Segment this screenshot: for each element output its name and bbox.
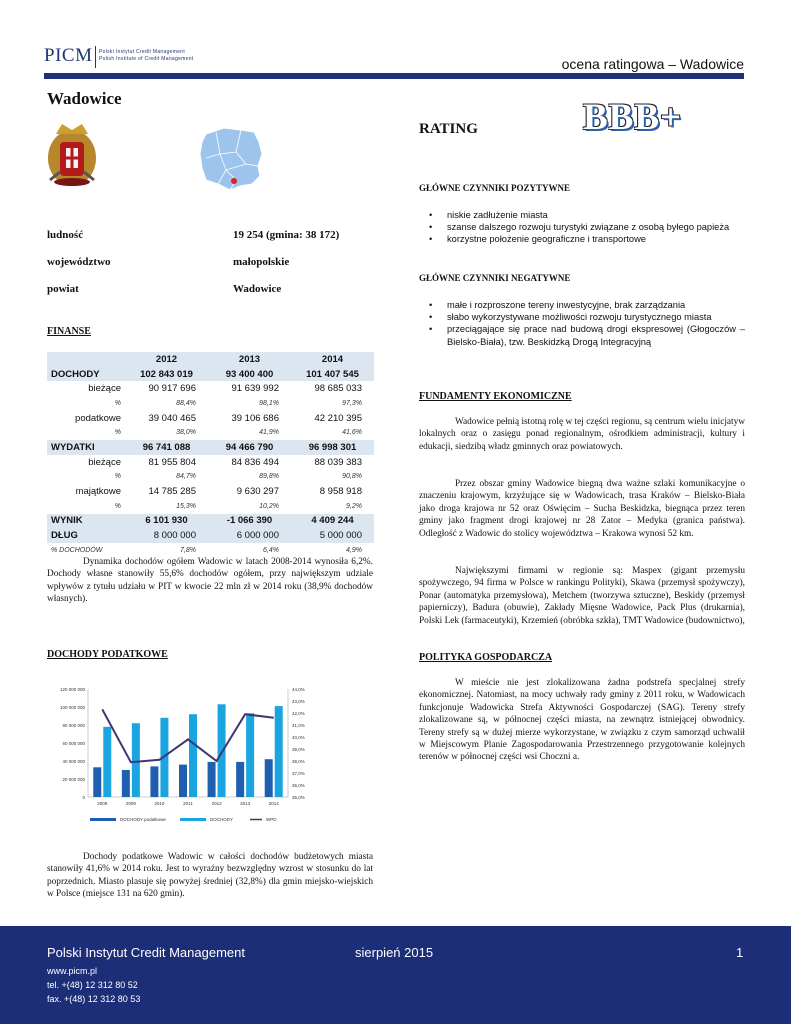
y-tick-label-left: 60 000 000 xyxy=(62,741,85,746)
table-cell: 81 955 804 xyxy=(148,456,196,468)
poland-map-icon xyxy=(196,124,266,194)
pozytywne-heading: GŁÓWNE CZYNNIKI POZYTYWNE xyxy=(419,183,571,193)
logo-subtitle-pl: Polski Instytut Credit Management xyxy=(99,49,186,55)
y-tick-label-left: 100 000 000 xyxy=(59,705,85,710)
negatywne-list xyxy=(419,299,745,348)
paragraph-fundamenty-3: Największymi firmami w regionie są: Maspex (gigant przemysłu spożywczego, 94 firma w Polsce w rankingu Polityki), Skawa (przemysł spożywczy), Ponar (automatyka przemysłowa), Metchem (tworzywa sztuczne), Beskidy (przemysł papierniczy), Badura (obuwie), Zakłady Mięsne Wadowice, Pack Plus (drukarnia), Polski Lek (farmaceutyki), Krzemień (obróbka szkła), TMT Wadowice (budownictwo), xyxy=(419,566,745,626)
row-label: % xyxy=(114,399,121,407)
info-row xyxy=(47,256,377,283)
year-header: 2013 xyxy=(238,353,261,365)
list-item: • przeciągające się prace nad budową drogi ekspresowej (Głogoczów – Bielsko-Biała), tzw. Beskidzką Drogą Integracyjną xyxy=(419,323,745,347)
table-row xyxy=(47,381,374,396)
bar-dochody-podatkowe xyxy=(265,759,273,797)
table-cell: 97,3% xyxy=(342,399,362,407)
polityka-heading: POLITYKA GOSPODARCZA xyxy=(419,652,553,663)
table-cell: 14 785 285 xyxy=(148,486,196,498)
table-cell: -1 066 390 xyxy=(226,515,273,527)
row-label: bieżące xyxy=(88,456,121,468)
rating-label: RATING xyxy=(419,121,478,137)
row-label: DOCHODY xyxy=(51,368,100,380)
tax-income-chart xyxy=(50,683,320,833)
table-cell: 38,0% xyxy=(176,429,196,437)
y-tick-label-left: 20 000 000 xyxy=(62,777,85,782)
table-cell: 4 409 244 xyxy=(311,515,354,527)
table-cell: 4,9% xyxy=(346,546,362,554)
info-block xyxy=(47,229,377,310)
info-label: województwo xyxy=(47,256,111,268)
logo-subtitle-en: Polish Institute of Credit Management xyxy=(99,56,194,62)
table-row xyxy=(47,367,374,382)
info-row xyxy=(47,229,377,256)
row-label: bieżące xyxy=(88,383,121,395)
city-title: Wadowice xyxy=(47,89,122,108)
info-value: małopolskie xyxy=(233,256,290,268)
bar-dochody-podatkowe xyxy=(208,762,216,797)
row-label: % xyxy=(114,473,121,481)
table-cell: 42 210 395 xyxy=(314,412,362,424)
y-tick-label-left: 0 xyxy=(82,795,85,800)
bar-dochody-podatkowe xyxy=(93,767,101,797)
table-row xyxy=(47,455,374,470)
y-tick-label-left: 40 000 000 xyxy=(62,759,85,764)
pozytywne-list xyxy=(419,209,745,246)
x-tick-label: 2009 xyxy=(125,801,136,806)
paragraph-fundamenty-1: Wadowice pełnią istotną rolę w tej części regionu, są centrum wielu inicjatyw lokalnych oraz o zasięgu ponad regionalnym, ośrodkiem administracji, kultury i edukacji, siedzibą władz gminnych oraz powiatowych. xyxy=(419,417,745,452)
footer-phone: tel. +(48) 12 312 80 52 xyxy=(47,980,138,990)
legend-label: DOCHODY xyxy=(210,817,234,822)
table-cell: 6 101 930 xyxy=(145,515,188,527)
list-item: • korzystne położenie geograficzne i transportowe xyxy=(419,233,745,245)
list-item: • szanse dalszego rozwoju turystyki związane z osobą byłego papieża xyxy=(419,221,745,233)
list-item: • małe i rozproszone tereny inwestycyjne, brak zarządzania xyxy=(419,299,745,311)
table-cell: 91 639 992 xyxy=(231,383,279,395)
table-cell: 6 000 000 xyxy=(236,530,279,542)
bar-dochody xyxy=(103,727,111,797)
bar-dochody-podatkowe xyxy=(236,762,244,797)
table-cell: 9,2% xyxy=(346,502,362,510)
table-row xyxy=(47,528,374,543)
info-row xyxy=(47,283,377,310)
table-cell: 94 466 790 xyxy=(225,441,274,453)
table-cell: 98 685 033 xyxy=(314,383,362,395)
legend-swatch xyxy=(180,818,206,821)
logo: PICM xyxy=(44,45,93,66)
table-cell: 84,7% xyxy=(176,473,196,481)
table-cell: 6,4% xyxy=(263,546,279,554)
x-tick-label: 2012 xyxy=(211,801,222,806)
row-label: % xyxy=(114,429,121,437)
header-bar xyxy=(44,73,744,79)
y-tick-label-right: 37,0% xyxy=(292,771,305,776)
list-item: • słabo wykorzystywane możliwości rozwoju turystycznego miasta xyxy=(419,311,745,323)
finance-table xyxy=(47,352,374,558)
table-row xyxy=(47,514,374,529)
footer-web-link[interactable]: www.picm.pl xyxy=(47,966,98,976)
info-value: Wadowice xyxy=(233,283,282,295)
y-tick-label-right: 42,0% xyxy=(292,711,305,716)
table-cell: 89,8% xyxy=(259,473,279,481)
info-label: ludność xyxy=(47,229,84,241)
table-cell: 41,9% xyxy=(259,429,279,437)
table-cell: 10,2% xyxy=(259,502,279,510)
table-cell: 39 040 465 xyxy=(148,412,196,424)
row-label: WYNIK xyxy=(51,515,83,527)
y-tick-label-right: 39,0% xyxy=(292,747,305,752)
x-tick-label: 2011 xyxy=(183,801,193,806)
table-cell: 90 917 696 xyxy=(148,383,196,395)
rating-value: BBB+ xyxy=(583,97,683,138)
paragraph-fundamenty-2: Przez obszar gminy Wadowice biegną dwa ważne szlaki komunikacyjne o znaczeniu krajowym, krzyżujące się w Wadowicach, trasa Kraków – Bielsko-Biała jako droga krajowa nr 52 oraz Oświęcim – Sucha Beskidzka, biegnąca przez teren gminy jako fragment drogi krajowej nr 28 Zator – Medyka (granica państwa). Odległość z Wadowic do stolicy województwa – Krakowa wynosi 52 km. xyxy=(419,479,745,539)
table-cell: 96 998 301 xyxy=(308,441,357,453)
row-label: majątkowe xyxy=(75,486,121,498)
coat-of-arms-icon xyxy=(44,120,100,190)
table-cell: 15,3% xyxy=(176,502,196,510)
table-cell: 93 400 400 xyxy=(225,368,274,380)
table-cell: 5 000 000 xyxy=(319,530,362,542)
year-header: 2012 xyxy=(155,353,178,365)
negatywne-heading: GŁÓWNE CZYNNIKI NEGATYWNE xyxy=(419,273,571,283)
table-cell: 98,1% xyxy=(259,399,279,407)
table-cell: 101 407 545 xyxy=(306,368,359,380)
legend-label: WPD xyxy=(266,817,277,822)
table-cell: 39 106 686 xyxy=(231,412,279,424)
y-tick-label-right: 40,0% xyxy=(292,735,305,740)
bar-dochody xyxy=(218,704,226,797)
table-cell: 88,4% xyxy=(176,399,196,407)
table-row xyxy=(47,396,374,411)
table-row xyxy=(47,499,374,514)
info-label: powiat xyxy=(47,283,79,295)
x-tick-label: 2013 xyxy=(240,801,251,806)
y-tick-label-right: 38,0% xyxy=(292,759,305,764)
y-tick-label-right: 43,0% xyxy=(292,699,305,704)
table-row xyxy=(47,425,374,440)
fundamenty-heading: FUNDAMENTY EKONOMICZNE xyxy=(419,391,572,402)
row-label: podatkowe xyxy=(75,412,121,424)
y-tick-label-right: 35,0% xyxy=(292,795,305,800)
paragraph-polityka: W mieście nie jest zlokalizowana żadna podstrefa specjalnej strefy ekonomicznej. Natomiast, na mocy uchwały rady gminy z 2011 roku, w Wadowicach funkcjonuje Wadowicka Strefa Aktywności Gospodarczej (SAG). Tereny strefy zlokalizowane są, w północnej części miasta, na zewnątrz istniejącej obwodnicy. Tereny strefy są w dużej mierze wykorzystane, w związku z czym samorząd uchwalił w Miejscowym Planie Zagospodarowania Przestrzennego przygotowanie kolejnych terenów w północnej części wsi Choczni a. xyxy=(419,678,745,763)
row-label: % DOCHODÓW xyxy=(51,546,103,554)
table-row xyxy=(47,440,374,455)
legend-swatch xyxy=(90,818,116,821)
table-cell: 9 630 297 xyxy=(236,486,279,498)
bar-dochody-podatkowe xyxy=(179,765,187,797)
document-title: ocena ratingowa – Wadowice xyxy=(561,56,744,72)
y-tick-label-right: 36,0% xyxy=(292,783,305,788)
table-header-row xyxy=(47,352,374,367)
table-row xyxy=(47,411,374,426)
table-cell: 102 843 019 xyxy=(140,368,193,380)
table-cell: 8 000 000 xyxy=(153,530,196,542)
x-tick-label: 2010 xyxy=(154,801,165,806)
footer-fax: fax. +(48) 12 312 80 53 xyxy=(47,994,141,1004)
footer-date: sierpień 2015 xyxy=(355,945,434,960)
bar-dochody xyxy=(275,706,283,797)
paragraph-dochody-podatkowe: Dochody podatkowe Wadowic w całości dochodów budżetowych miasta stanowiły 41,6% w 2014 roku. Jest to wyraźny bezwzględny wzrost w stosunku do lat poprzednich. Miasto plasuje się powyżej średniej (32,8%) dla gmin miejsko-wiejskich w Polsce (miejsce 131 na 620 gmin). xyxy=(47,852,373,900)
logo-divider xyxy=(95,46,96,68)
list-item: • niskie zadłużenie miasta xyxy=(419,209,745,221)
table-cell: 8 958 918 xyxy=(319,486,362,498)
finanse-heading: FINANSE xyxy=(47,326,91,337)
table-row xyxy=(47,470,374,485)
legend-label: DOCHODY podatkowe xyxy=(120,817,166,822)
info-value: 19 254 (gmina: 38 172) xyxy=(233,229,340,241)
bar-dochody xyxy=(246,713,254,797)
y-tick-label-left: 80 000 000 xyxy=(62,723,85,728)
bar-dochody xyxy=(189,714,197,797)
footer xyxy=(0,926,791,1024)
dochody-podatkowe-heading: DOCHODY PODATKOWE xyxy=(47,649,168,660)
table-row xyxy=(47,484,374,499)
bar-dochody xyxy=(132,723,140,797)
row-label: DŁUG xyxy=(51,530,78,542)
table-cell: 90,8% xyxy=(342,473,362,481)
row-label: WYDATKI xyxy=(51,441,95,453)
year-header: 2014 xyxy=(321,353,344,365)
footer-org: Polski Instytut Credit Management xyxy=(47,945,245,960)
table-cell: 88 039 383 xyxy=(314,456,362,468)
x-tick-label: 2008 xyxy=(97,801,108,806)
bar-dochody-podatkowe xyxy=(150,766,158,797)
table-cell: 7,8% xyxy=(180,546,196,554)
table-cell: 96 741 088 xyxy=(142,441,191,453)
y-tick-label-right: 41,0% xyxy=(292,723,305,728)
table-cell: 41,6% xyxy=(342,429,362,437)
y-tick-label-right: 44,0% xyxy=(292,687,305,692)
page-number: 1 xyxy=(736,945,744,960)
x-tick-label: 2014 xyxy=(268,801,279,806)
bar-dochody-podatkowe xyxy=(122,770,130,797)
row-label: % xyxy=(114,502,121,510)
table-cell: 84 836 494 xyxy=(231,456,279,468)
paragraph-dynamika: Dynamika dochodów ogółem Wadowic w latach 2008-2014 wynosiła 6,2%. Dochody własne stanowiły 55,6% dochodów ogółem, przy największym udziale wpływów z tytułu udziału w PIT w kwocie 22 mln zł w 2014 roku (38,9% dochodów własnych). xyxy=(47,557,373,605)
chart-svg xyxy=(50,683,320,833)
y-tick-label-left: 120 000 000 xyxy=(59,687,85,692)
